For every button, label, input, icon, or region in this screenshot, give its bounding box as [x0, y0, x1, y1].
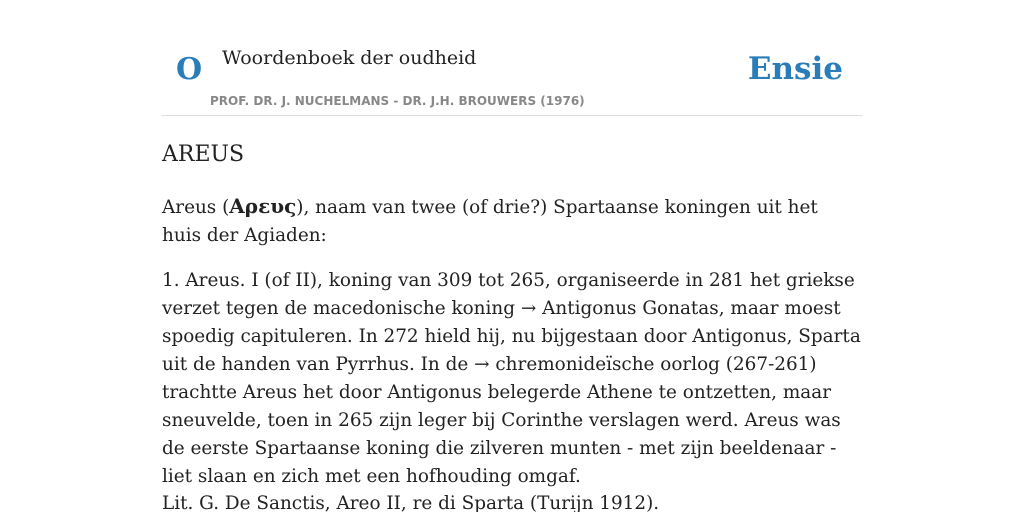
- index-letter[interactable]: O: [176, 52, 203, 87]
- book-title[interactable]: Woordenboek der oudheid: [222, 47, 477, 69]
- book-authors: PROF. DR. J. NUCHELMANS - DR. J.H. BROUWERS (1976): [210, 94, 585, 108]
- entry-literature: Lit. G. De Sanctis, Areo II, re di Sparta (Turijn 1912).: [162, 493, 660, 512]
- intro-text-after: ), naam van twee (of drie?) Spartaanse koningen uit het huis der Agiaden:: [162, 197, 818, 246]
- site-logo[interactable]: Ensie: [747, 51, 843, 87]
- greek-name: Αρευς: [229, 194, 297, 218]
- entry-intro: [162, 192, 862, 250]
- entry-title: AREUS: [162, 142, 245, 167]
- header: [162, 0, 862, 116]
- intro-text-before: Areus (: [162, 197, 230, 218]
- entry-item-1: 1. Areus. I (of II), koning van 309 tot 265, organiseerde in 281 het griekse verzet tegen de macedonische koning → Antigonus Gonatas, maar moest spoedig capituleren. In 272 hield hij, nu bijgestaan door Antigonus, Sparta uit de handen van Pyrrhus. In de → chremonideïsche oorlog (267-261) trachtte Areus het door Antigonus belegerde Athene te ontzetten, maar sneuvelde, toen in 265 zijn leger bij Corinthe verslagen werd. Areus was de eerste Spartaanse koning die zilveren munten - met zijn beeldenaar - liet slaan en zich met een hofhouding omgaf.: [162, 270, 861, 487]
- page: [162, 0, 862, 512]
